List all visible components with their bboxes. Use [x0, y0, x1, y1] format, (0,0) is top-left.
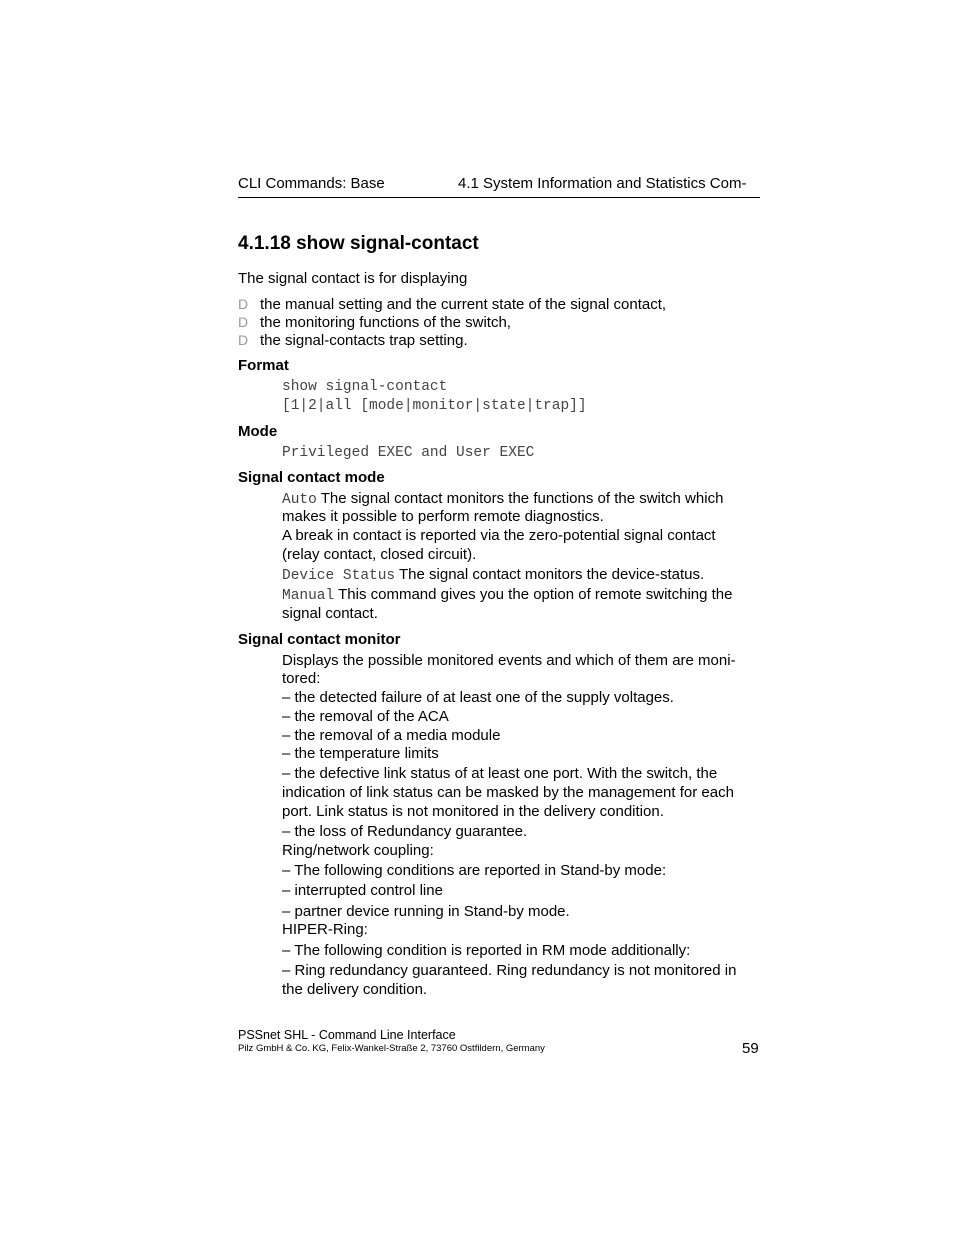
bullet-text: the signal-contacts trap setting. — [260, 332, 468, 349]
bullet-item — [238, 332, 248, 349]
auto-description-line: makes it possible to perform remote diagnostics. — [282, 508, 604, 525]
monitor-line: – The following conditions are reported in Stand-by mode: — [282, 862, 667, 879]
manual-code: Manual — [282, 588, 335, 604]
footer-title: PSSnet SHL - Command Line Interface — [238, 1028, 456, 1042]
monitor-line: the delivery condition. — [282, 981, 428, 998]
signal-mode-label: Signal contact mode — [238, 469, 385, 486]
auto-description-line: (relay contact, closed circuit). — [282, 546, 477, 563]
monitor-line: – the removal of the ACA — [282, 708, 449, 725]
header-rule — [238, 197, 760, 198]
monitor-line: – Ring redundancy guaranteed. Ring redundancy is not monitored in — [282, 962, 737, 979]
monitor-line: – the detected failure of at least one of the supply voltages. — [282, 689, 674, 706]
bullet-item — [238, 296, 248, 313]
monitor-line: – the loss of Redundancy guarantee. — [282, 823, 528, 840]
monitor-line: Displays the possible monitored events and which of them are moni- — [282, 652, 736, 669]
footer-company: Pilz GmbH & Co. KG, Felix-Wankel-Straße 2, 73760 Ostfildern, Germany — [238, 1043, 545, 1054]
bullet-text: the manual setting and the current state of the signal contact, — [260, 296, 667, 313]
intro-text: The signal contact is for displaying — [238, 270, 468, 287]
monitor-line: – partner device running in Stand-by mode. — [282, 903, 570, 920]
monitor-line: Ring/network coupling: — [282, 842, 434, 859]
mode-value: Privileged EXEC and User EXEC — [282, 445, 535, 461]
device-status-description: Device Status The signal contact monitors the device-status. — [282, 566, 705, 584]
device-status-code: Device Status — [282, 568, 396, 584]
mode-label: Mode — [238, 423, 278, 440]
bullet-item — [238, 314, 248, 331]
monitor-line: – the defective link status of at least one port. With the switch, the — [282, 765, 718, 782]
running-header-right: 4.1 System Information and Statistics Com- — [458, 175, 747, 192]
monitor-line: HIPER-Ring: — [282, 921, 368, 938]
manual-description: Manual This command gives you the option of remote switching the — [282, 586, 733, 604]
format-label: Format — [238, 357, 289, 374]
monitor-line: tored: — [282, 670, 321, 687]
monitor-line: – interrupted control line — [282, 882, 443, 899]
monitor-line: port. Link status is not monitored in the delivery condition. — [282, 803, 664, 820]
manual-description-line: signal contact. — [282, 605, 378, 622]
monitor-line: – The following condition is reported in RM mode additionally: — [282, 942, 691, 959]
auto-description-line: A break in contact is reported via the zero-potential signal contact — [282, 527, 716, 544]
running-header-left: CLI Commands: Base — [238, 175, 385, 192]
section-title: 4.1.18 show signal-contact — [238, 233, 479, 254]
monitor-line: – the temperature limits — [282, 745, 439, 762]
bullet-icon: D — [238, 296, 249, 312]
monitor-line: – the removal of a media module — [282, 727, 501, 744]
bullet-icon: D — [238, 314, 249, 330]
format-syntax-line: show signal-contact — [282, 379, 448, 395]
format-syntax-line: [1|2|all [mode|monitor|state|trap]] — [282, 398, 587, 414]
auto-code: Auto — [282, 492, 317, 508]
auto-description: Auto The signal contact monitors the functions of the switch which — [282, 490, 724, 508]
page-number: 59 — [742, 1040, 759, 1057]
monitor-line: indication of link status can be masked by the management for each — [282, 784, 734, 801]
bullet-icon: D — [238, 332, 249, 348]
bullet-text: the monitoring functions of the switch, — [260, 314, 511, 331]
signal-monitor-label: Signal contact monitor — [238, 631, 401, 648]
